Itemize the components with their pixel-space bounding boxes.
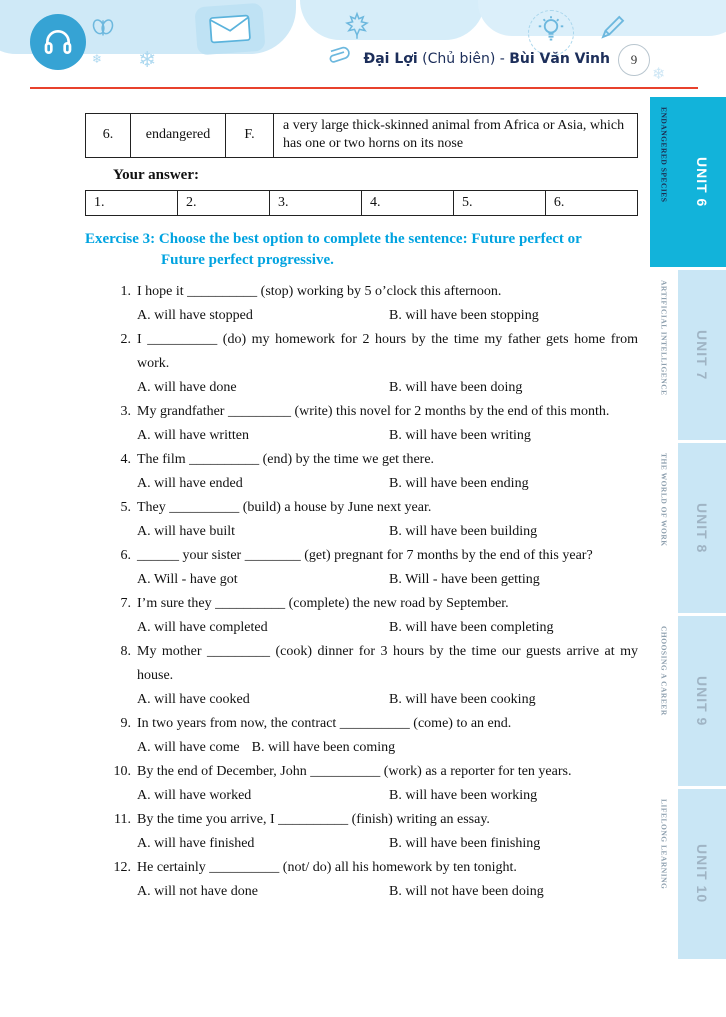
option-a: A. will have built [137,523,235,539]
question-text: The film __________ (end) by the time we get there. [137,451,435,467]
question-text: By the end of December, John __________ (work) as a reporter for ten years. [137,763,572,779]
question-item [109,592,638,640]
question-item [109,808,638,856]
question-item [109,856,638,904]
question-text: I __________ (do) my homework for 2 hours by the time my father gets home from work. [137,331,638,371]
question-number: 6. [120,547,131,563]
snowflake-icon: ❄ [92,52,103,66]
lightbulb-icon [536,15,566,50]
question-item [109,280,638,328]
option-b: B. will not have been doing [389,883,544,899]
unit-tab[interactable] [650,443,726,613]
headphones-badge [30,14,86,70]
unit-label: UNIT 6 [694,156,710,208]
answer-cell: 3. [269,190,361,215]
option-a: A. will have worked [137,787,252,803]
option-a: A. will have done [137,379,237,395]
band-blob-mid [300,0,485,40]
unit-topic-label: CHOOSING A CAREER [659,626,669,716]
headphones-icon [42,26,74,58]
unit-label: UNIT 9 [694,675,710,727]
pencil-icon [598,12,628,47]
unit-label-block [678,789,726,959]
page-number-badge [618,44,650,76]
option-a: A. will have completed [137,619,268,635]
unit-label-block [678,443,726,613]
answer-row [86,190,638,215]
question-text: He certainly __________ (not/ do) all his homework by ten tonight. [137,859,517,875]
butterfly-icon [90,16,116,47]
option-a: A. will have come [137,739,240,755]
option-a: A. will have ended [137,475,243,491]
table-row [86,114,638,158]
match-definition: a very large thick-skinned animal from Africa or Asia, which has one or two horns on its nose [274,114,638,158]
answer-cell: 2. [177,190,269,215]
answer-cell: 5. [453,190,545,215]
option-b: B. will have been cooking [389,691,536,707]
snowflake-icon: ❄ [138,48,157,73]
questions-list [85,280,638,904]
question-number: 12. [113,859,131,875]
unit-topic-label: THE WORLD OF WORK [659,453,669,547]
unit-tab[interactable] [650,97,726,267]
option-a: A. will have finished [137,835,255,851]
maple-leaf-icon [342,10,372,45]
exercise-heading-line2: Future perfect progressive. [161,251,334,268]
question-item [109,496,638,544]
matching-table [85,113,638,158]
your-answer-label: Your answer: [113,166,199,183]
unit-label: UNIT 7 [694,329,710,381]
option-b: B. will have been ending [389,475,529,491]
option-b: B. will have been finishing [389,835,541,851]
question-text: I hope it __________ (stop) working by 5 o’clock this afternoon. [137,283,502,299]
question-text: ______ your sister ________ (get) pregnant for 7 months by the end of this year? [137,547,593,563]
match-number: 6. [86,114,131,158]
unit-label-block [678,616,726,786]
question-text: I’m sure they __________ (complete) the new road by September. [137,595,509,611]
unit-topic-label: ARTIFICIAL INTELLIGENCE [659,280,669,396]
question-item [109,448,638,496]
unit-label-block [678,270,726,440]
question-item [109,712,638,760]
question-text: My mother _________ (cook) dinner for 3 hours by the time our guests arrive at my house. [137,643,638,683]
question-number: 1. [120,283,131,299]
option-a: A. Will - have got [137,571,238,587]
question-item [109,760,638,808]
option-b: B. will have been doing [389,379,523,395]
question-number: 5. [120,499,131,515]
author-main: Đại Lợi [363,51,418,67]
unit-topic [650,270,678,440]
question-number: 7. [120,595,131,611]
unit-tabs-sidebar [650,97,726,962]
question-text: By the time you arrive, I __________ (finish) writing an essay. [137,811,490,827]
envelope-badge [194,3,265,56]
question-number: 4. [120,451,131,467]
option-a: A. will have cooked [137,691,250,707]
option-a: A. will not have done [137,883,258,899]
unit-topic [650,443,678,613]
unit-tab[interactable] [650,616,726,786]
exercise-heading-line1: Exercise 3: Choose the best option to complete the sentence: Future perfect or [85,230,582,247]
match-letter: F. [226,114,274,158]
question-text: My grandfather _________ (write) this novel for 2 months by the end of this month. [137,403,610,419]
option-b: B. will have been coming [251,739,396,755]
question-number: 9. [120,715,131,731]
question-item [109,544,638,592]
question-item [109,640,638,712]
question-item [109,400,638,448]
book-authors [300,51,610,67]
main-content [85,113,638,904]
unit-topic [650,97,678,267]
option-b: B. will have been writing [389,427,531,443]
question-number: 11. [114,811,131,827]
question-text: They __________ (build) a house by June next year. [137,499,432,515]
question-number: 10. [113,763,131,779]
answer-cell: 1. [86,190,178,215]
answer-cell: 6. [545,190,637,215]
match-word: endangered [131,114,226,158]
author-second: Bùi Văn Vinh [509,51,610,67]
unit-label-block [678,97,726,267]
question-number: 8. [120,643,131,659]
option-b: B. will have been completing [389,619,554,635]
envelope-icon [208,14,252,45]
option-b: B. will have been stopping [389,307,539,323]
unit-topic [650,616,678,786]
option-b: B. will have been building [389,523,538,539]
page-number: 9 [630,52,638,67]
question-number: 2. [120,331,131,347]
answer-cell: 4. [361,190,453,215]
unit-tab[interactable] [650,270,726,440]
unit-topic-label: ENDANGERED SPECIES [659,107,669,203]
unit-tab[interactable] [650,789,726,959]
option-a: A. will have stopped [137,307,253,323]
unit-label: UNIT 8 [694,502,710,554]
question-text: In two years from now, the contract __________ (come) to an end. [137,715,512,731]
exercise-heading [85,229,638,271]
author-role: (Chủ biên) - [417,51,510,67]
answer-table [85,190,638,216]
question-number: 3. [120,403,131,419]
unit-topic [650,789,678,959]
unit-label: UNIT 10 [694,844,710,904]
question-item [109,328,638,400]
option-a: A. will have written [137,427,249,443]
unit-topic-label: LIFELONG LEARNING [659,799,669,890]
option-b: B. will have been working [389,787,538,803]
option-b: B. Will - have been getting [389,571,540,587]
header-divider [30,87,698,89]
snowflake-icon: ❄ [652,64,666,83]
